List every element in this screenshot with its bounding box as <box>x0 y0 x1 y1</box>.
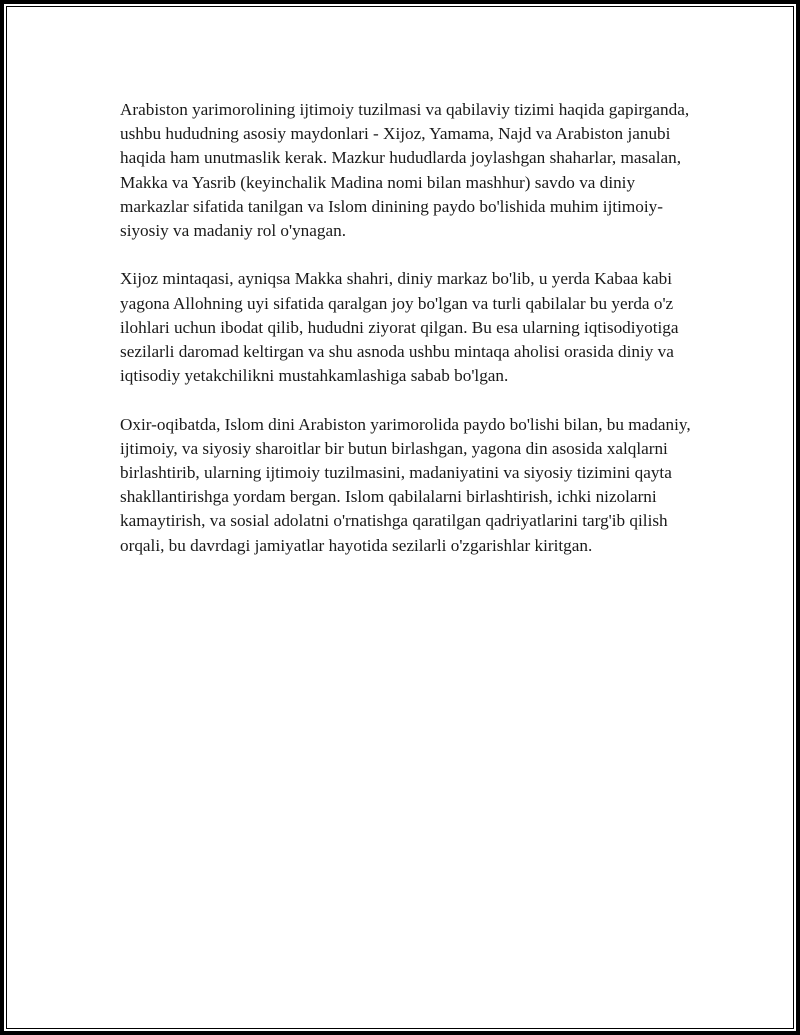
paragraph-2: Xijoz mintaqasi, ayniqsa Makka shahri, diniy markaz bo'lib, u yerda Kabaa kabi yagona Allohning uyi sifatida qaralgan joy bo'lgan va turli qabilalar bu yerda o'z ilohlari uchun ibodat qilib, hududni ziyorat qilgan. Bu esa ularning iqtisodiyotiga sezilarli daromad keltirgan va shu asnoda ushbu mintaqa aholisi orasida diniy va iqtisodiy yetakchilikni mustahkamlashiga sabab bo'lgan. <box>120 269 679 386</box>
document-body <box>120 98 692 582</box>
paragraph-1: Arabiston yarimorolining ijtimoiy tuzilmasi va qabilaviy tizimi haqida gapirganda, ushbu hududning asosiy maydonlari - Xijoz, Yamama, Najd va Arabiston janubi haqida ham unutmaslik kerak. Mazkur hududlarda joylashgan shaharlar, masalan, Makka va Yasrib (keyinchalik Madina nomi bilan mashhur) savdo va diniy markazlar sifatida tanilgan va Islom dinining paydo bo'lishida muhim ijtimoiy-siyosiy va madaniy rol o'ynagan. <box>120 100 690 241</box>
paragraph-3: Oxir-oqibatda, Islom dini Arabiston yarimorolida paydo bo'lishi bilan, bu madaniy, ijtimoiy, va siyosiy sharoitlar bir butun birlashgan, yagona din asosida xalqlarni birlashtirib, ularning ijtimoiy tuzilmasini, madaniyatini va siyosiy tizimini qayta shakllantirishga yordam bergan. Islom qabilalarni birlashtirish, ichki nizolarni kamaytirish, va sosial adolatni o'rnatishga qaratilgan qadriyatlarini targ'ib qilish orqali, bu davrdagi jamiyatlar hayotida sezilarli o'zgarishlar kiritgan. <box>120 414 691 555</box>
